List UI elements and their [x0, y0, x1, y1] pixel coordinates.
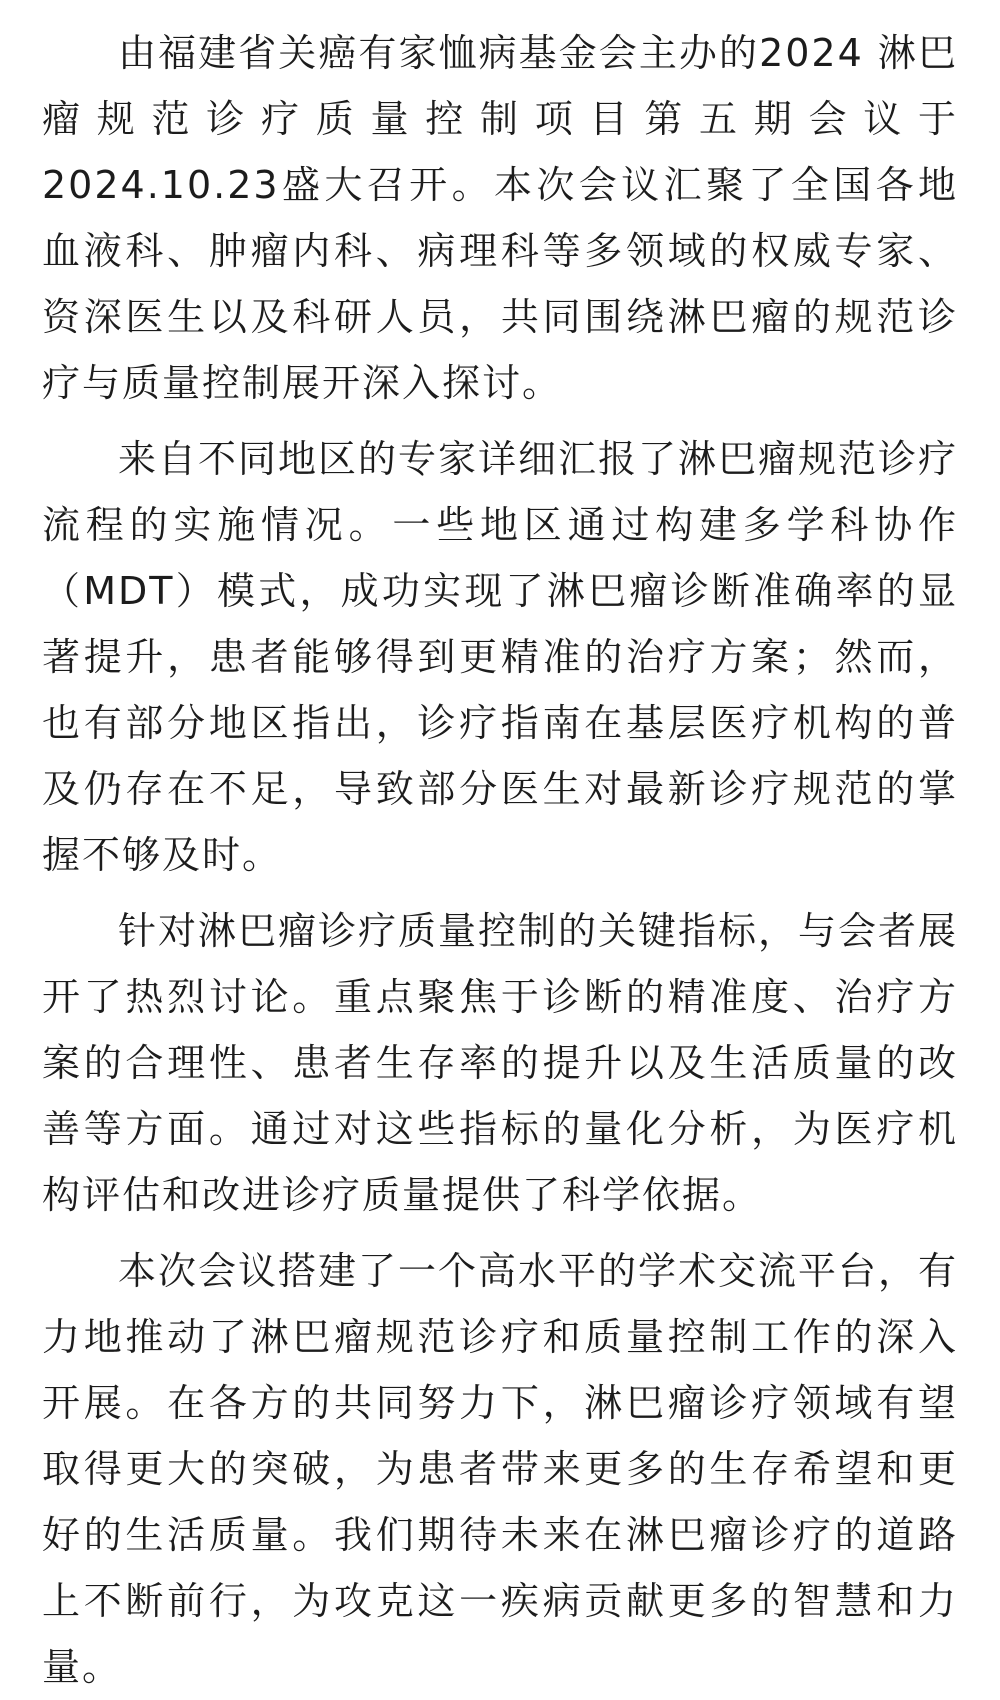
paragraph-quality-indicators: 针对淋巴瘤诊疗质量控制的关键指标，与会者展开了热烈讨论。重点聚焦于诊断的精准度、治疗方案的合理性、患者生存率的提升以及生活质量的改善等方面。通过对这些指标的量化分析，为医疗机构评估和改进诊疗质量提供了科学依据。 [42, 909, 959, 1217]
paragraph-regional-reports: 来自不同地区的专家详细汇报了淋巴瘤规范诊疗流程的实施情况。一些地区通过构建多学科协作（MDT）模式，成功实现了淋巴瘤诊断准确率的显著提升，患者能够得到更精准的治疗方案；然而，也有部分地区指出，诊疗指南在基层医疗机构的普及仍存在不足，导致部分医生对最新诊疗规范的掌握不够及时。 [42, 437, 959, 877]
paragraph-conclusion: 本次会议搭建了一个高水平的学术交流平台，有力地推动了淋巴瘤规范诊疗和质量控制工作的深入开展。在各方的共同努力下，淋巴瘤诊疗领域有望取得更大的突破，为患者带来更多的生存希望和更好的生活质量。我们期待未来在淋巴瘤诊疗的道路上不断前行，为攻克这一疾病贡献更多的智慧和力量。 [42, 1249, 959, 1689]
paragraph-meeting-intro: 由福建省关癌有家恤病基金会主办的2024 淋巴瘤规范诊疗质量控制项目第五期会议于2024.10.23盛大召开。本次会议汇聚了全国各地血液科、肿瘤内科、病理科等多领域的权威专家、资深医生以及科研人员，共同围绕淋巴瘤的规范诊疗与质量控制展开深入探讨。 [42, 31, 958, 405]
